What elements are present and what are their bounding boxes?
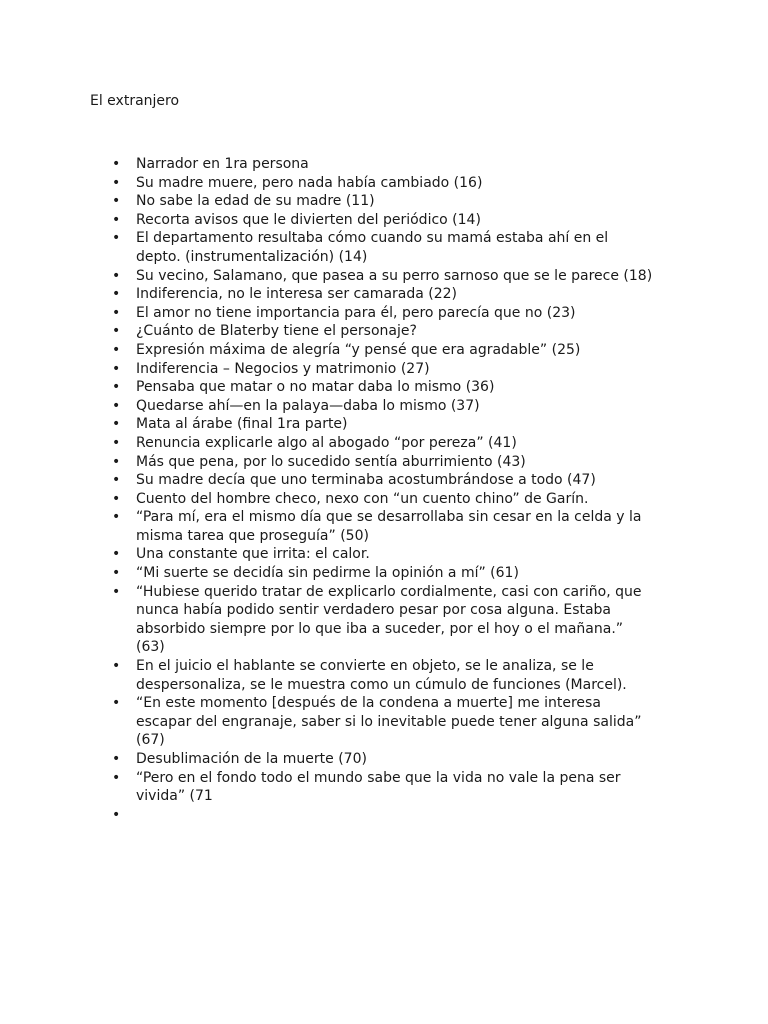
bullet-point-icon: •: [112, 565, 121, 582]
list-item-text: Quedarse ahí—en la palaya—daba lo mismo (37): [136, 397, 480, 414]
list-item: [0, 304, 768, 323]
list-item: [0, 415, 768, 434]
list-item-text: Pensaba que matar o no matar daba lo mismo (36): [136, 379, 495, 396]
list-item: [0, 545, 768, 564]
list-item: [0, 192, 768, 211]
list-item: [0, 453, 768, 472]
bullet-point-icon: •: [112, 286, 121, 303]
list-item-text: [136, 806, 656, 825]
bullet-point-icon: •: [112, 751, 121, 767]
list-item-text: Narrador en 1ra persona: [136, 156, 309, 172]
bullet-point-icon: •: [112, 397, 121, 414]
list-item: [0, 750, 768, 769]
list-item-text: Indiferencia – Negocios y matrimonio (27): [136, 360, 430, 377]
list-item: [0, 322, 768, 341]
list-item: [0, 508, 768, 545]
bullet-point-icon: •: [112, 806, 121, 823]
bullet-point-icon: •: [112, 453, 121, 470]
list-item-text: Renuncia explicarle algo al abogado “por pereza” (41): [136, 434, 517, 451]
list-item: [0, 694, 768, 750]
bullet-point-icon: •: [112, 323, 121, 340]
bullet-point-icon: •: [112, 769, 121, 786]
list-item: [0, 471, 768, 490]
list-item: [0, 583, 768, 657]
list-item-text: Desublimación de la muerte (70): [136, 751, 367, 767]
list-item-text: “Pero en el fondo todo el mundo sabe que la vida no vale la pena ser vivida” (71: [136, 769, 621, 805]
bullet-point-icon: •: [112, 583, 121, 600]
list-item-text: Mata al árabe (final 1ra parte): [136, 416, 348, 433]
list-item: [0, 360, 768, 379]
list-item-text: Una constante que irrita: el calor.: [136, 546, 370, 563]
list-item: [0, 806, 768, 825]
list-item: [0, 397, 768, 416]
list-item: [0, 155, 768, 174]
list-item: [0, 229, 768, 266]
list-item-text: El departamento resultaba cómo cuando su mamá estaba ahí en el depto. (instrumentalización) (14): [136, 230, 609, 265]
list-item: [0, 657, 768, 694]
list-item-text: No sabe la edad de su madre (11): [136, 193, 375, 210]
bullet-point-icon: •: [112, 472, 121, 489]
list-item-text: “Para mí, era el mismo día que se desarrollaba sin cesar en la celda y la misma tarea que proseguía” (50): [136, 509, 642, 544]
list-item: [0, 378, 768, 397]
bullet-point-icon: •: [112, 360, 121, 377]
list-item: [0, 174, 768, 193]
list-item: [0, 564, 768, 583]
list-item-text: “Mi suerte se decidía sin pedirme la opinión a mí” (61): [136, 565, 519, 582]
list-item-text: Cuento del hombre checo, nexo con “un cuento chino” de Garín.: [136, 490, 589, 507]
bullet-point-icon: •: [112, 509, 121, 526]
list-item: [0, 434, 768, 453]
bullet-point-icon: •: [112, 341, 121, 358]
document-title: El extranjero: [90, 93, 180, 109]
bullet-point-icon: •: [112, 490, 121, 507]
list-item-text: ¿Cuánto de Blaterby tiene el personaje?: [136, 323, 417, 340]
list-item: [0, 267, 768, 286]
list-item: [0, 341, 768, 360]
bullet-point-icon: •: [112, 230, 121, 247]
bullet-point-icon: •: [112, 434, 121, 451]
list-item: [0, 490, 768, 509]
list-item-text: Recorta avisos que le divierten del periódico (14): [136, 211, 481, 228]
list-item-text: “Hubiese querido tratar de explicarlo cordialmente, casi con cariño, que nunca había podido sentir verdadero pesar por cosa alguna. Estaba absorbido siempre por lo que iba a suceder, por el hoy o el mañana.” (63): [136, 583, 642, 656]
list-item: [0, 211, 768, 230]
bullet-point-icon: •: [112, 304, 121, 321]
bullet-point-icon: •: [112, 267, 121, 284]
bullet-point-icon: •: [112, 156, 121, 172]
bullet-point-icon: •: [112, 193, 121, 210]
list-item: [0, 769, 768, 806]
bullet-point-icon: •: [112, 379, 121, 396]
list-item-text: Indiferencia, no le interesa ser camarada (22): [136, 286, 458, 303]
bullet-point-icon: •: [112, 174, 121, 191]
bullet-point-icon: •: [112, 416, 121, 433]
list-item-text: “En este momento [después de la condena a muerte] me interesa escapar del engranaje, saber si lo inevitable puede tener alguna salida” (67): [136, 695, 642, 749]
list-item: [0, 285, 768, 304]
list-item-text: El amor no tiene importancia para él, pero parecía que no (23): [136, 304, 576, 321]
bullet-point-icon: •: [112, 695, 121, 712]
list-item-text: En el juicio el hablante se convierte en objeto, se le analiza, se le despersonaliza, se le muestra como un cúmulo de funciones (Marcel).: [136, 658, 627, 693]
list-item-text: Su madre decía que uno terminaba acostumbrándose a todo (47): [136, 472, 596, 489]
list-item-text: Expresión máxima de alegría “y pensé que era agradable” (25): [136, 341, 581, 358]
bullet-point-icon: •: [112, 546, 121, 563]
list-item-text: Su madre muere, pero nada había cambiado (16): [136, 174, 483, 191]
bullet-point-icon: •: [112, 211, 121, 228]
bullet-point-icon: •: [112, 658, 121, 675]
notes-bullet-list: [0, 155, 768, 824]
list-item-text: Más que pena, por lo sucedido sentía aburrimiento (43): [136, 453, 526, 470]
list-item-text: Su vecino, Salamano, que pasea a su perro sarnoso que se le parece (18): [136, 267, 653, 284]
